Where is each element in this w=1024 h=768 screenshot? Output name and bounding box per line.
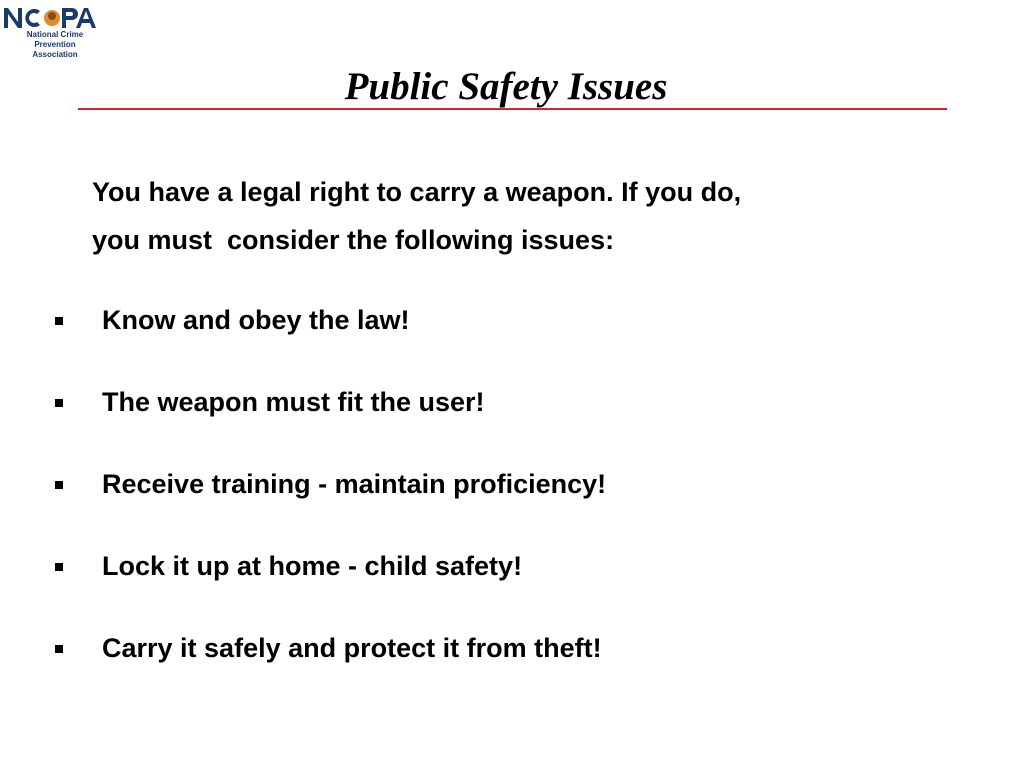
list-item	[0, 624, 1000, 706]
logo-letter-p	[62, 8, 78, 28]
square-bullet-icon	[55, 645, 63, 653]
list-item	[0, 460, 1000, 542]
ncpa-logo	[2, 2, 98, 59]
list-item-text: Carry it safely and protect it from theft!	[102, 633, 602, 663]
logo-subtitle	[11, 30, 99, 60]
intro-paragraph: You have a legal right to carry a weapon. If you do, you must consider the following issues:	[92, 177, 742, 255]
list-item	[0, 542, 1000, 624]
logo-letter-a	[76, 8, 96, 28]
logo-letter-c	[25, 9, 40, 27]
ncpa-logo-mark	[2, 2, 98, 32]
list-item	[0, 296, 1000, 378]
square-bullet-icon	[55, 317, 63, 325]
title-underline	[78, 108, 947, 110]
list-item-text: The weapon must fit the user!	[102, 387, 485, 417]
square-bullet-icon	[55, 563, 63, 571]
issues-list	[0, 296, 1000, 706]
slide-title: Public Safety Issues	[344, 65, 668, 108]
list-item-text: Receive training - maintain proficiency!	[102, 469, 607, 499]
list-item-text: Know and obey the law!	[102, 305, 410, 335]
logo-subtitle-line1: National Crime	[26, 30, 84, 39]
list-item	[0, 378, 1000, 460]
square-bullet-icon	[55, 399, 63, 407]
square-bullet-icon	[55, 481, 63, 489]
logo-subtitle-line2: Prevention Association	[32, 40, 78, 59]
logo-letter-n	[4, 8, 22, 28]
list-item-text: Lock it up at home - child safety!	[102, 551, 523, 581]
